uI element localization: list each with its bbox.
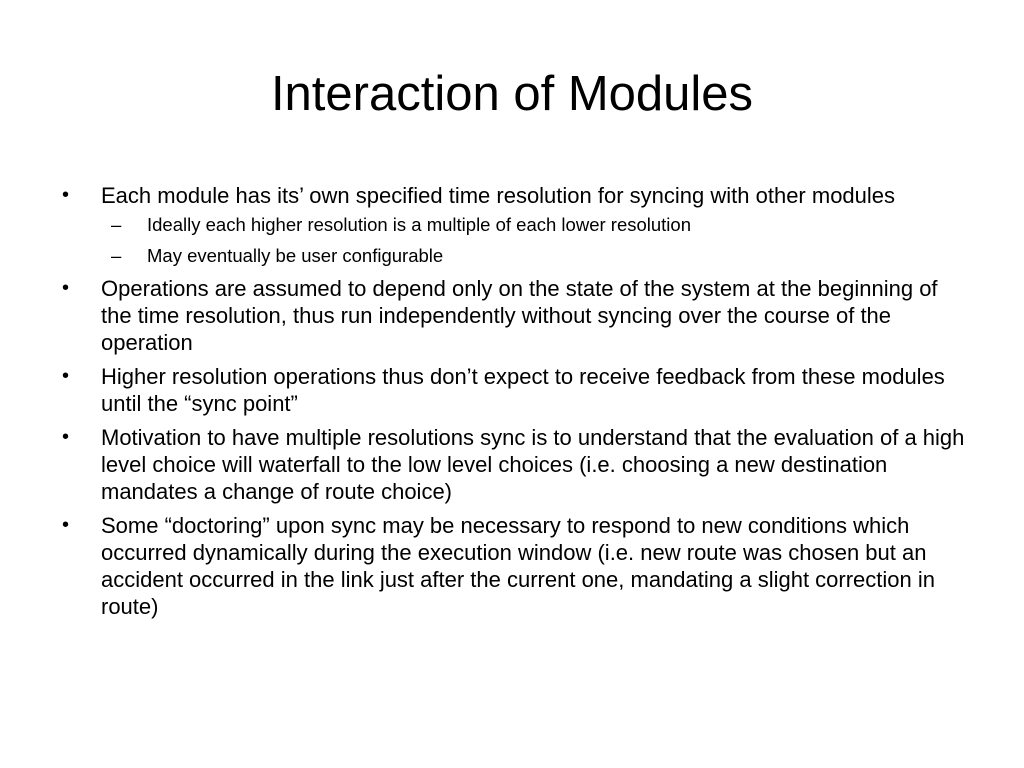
bullet-item xyxy=(55,424,965,505)
bullet-text: Some “doctoring” upon sync may be necessary to respond to new conditions which occurred dynamically during the execution window (i.e. new route was chosen but an accident occurred in the link just after the current one, mandating a slight correction in route) xyxy=(101,513,936,619)
sub-bullet-text: Ideally each higher resolution is a multiple of each lower resolution xyxy=(147,214,691,235)
bullet-text: Motivation to have multiple resolutions sync is to understand that the evaluation of a high level choice will waterfall to the low level choices (i.e. choosing a new destination mandates a change of route choice) xyxy=(101,425,965,504)
sub-bullet-marker: – xyxy=(111,214,122,235)
sub-bullet-item xyxy=(101,213,965,237)
bullet-item xyxy=(55,182,965,268)
bullet-item xyxy=(55,275,965,356)
bullet-marker: • xyxy=(62,277,70,299)
bullet-text: Operations are assumed to depend only on the state of the system at the beginning of the time resolution, thus run independently without syncing over the course of the operation xyxy=(101,276,938,355)
bullet-text: Each module has its’ own specified time resolution for syncing with other modules xyxy=(101,183,896,208)
bullet-marker: • xyxy=(62,426,70,448)
bullet-marker: • xyxy=(62,514,70,536)
bullet-list xyxy=(55,182,965,627)
bullet-item xyxy=(55,363,965,417)
slide-title: Interaction of Modules xyxy=(270,67,754,121)
sub-bullet-marker: – xyxy=(111,245,122,266)
bullet-item xyxy=(55,512,965,620)
bullet-text: Higher resolution operations thus don’t expect to receive feedback from these modules until the “sync point” xyxy=(101,364,945,416)
sub-bullet-list xyxy=(101,213,965,268)
sub-bullet-text: May eventually be user configurable xyxy=(147,245,444,266)
sub-bullet-item xyxy=(101,244,965,268)
bullet-marker: • xyxy=(62,365,70,387)
bullet-marker: • xyxy=(62,184,70,206)
